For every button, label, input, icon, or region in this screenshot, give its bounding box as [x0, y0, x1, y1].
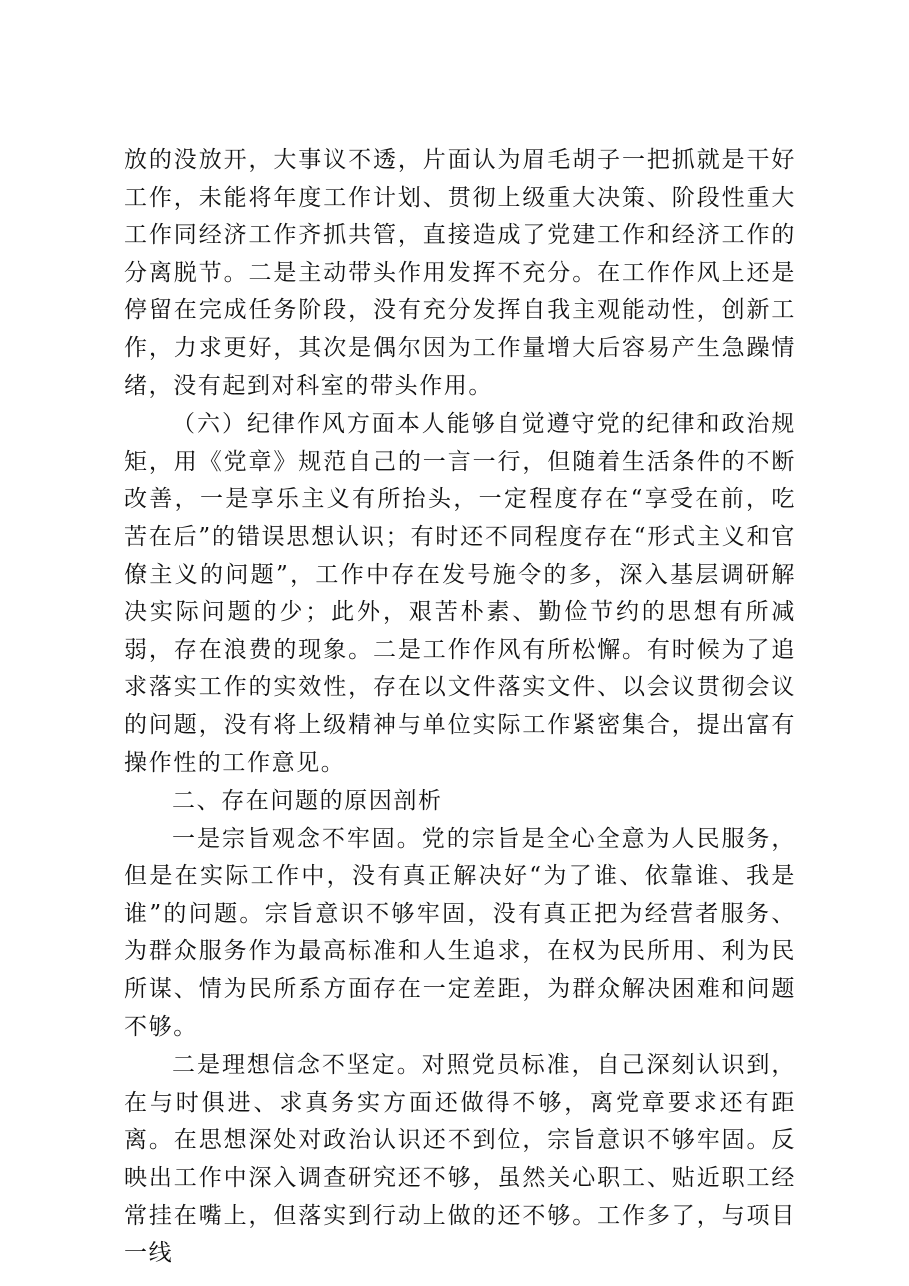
paragraph-continuation: 放的没放开，大事议不透，片面认为眉毛胡子一把抓就是干好工作，未能将年度工作计划、贯彻上级重大决策、阶段性重大工作同经济工作齐抓共管，直接造成了党建工作和经济工作的分离脱节。二是主动带头作用发挥不充分。在工作作风上还是停留在完成任务阶段，没有充分发挥自我主观能动性，创新工作，力求更好，其次是偶尔因为工作量增大后容易产生急躁情绪，没有起到对科室的带头作用。 — [124, 147, 796, 399]
section-heading-cause-analysis: 二、存在问题的原因剖析 — [172, 788, 443, 815]
paragraph-purpose-concept: 一是宗旨观念不牢固。党的宗旨是全心全意为人民服务，但是在实际工作中，没有真正解决好“为了谁、依靠谁、我是谁”的问题。宗旨意识不够牢固，没有真正把为经营者服务、为群众服务作为最高标准和人生追求，在权为民所用、利为民所谋、情为民所系方面存在一定差距，为群众解决困难和问题不够。 — [124, 825, 796, 1040]
document-body — [124, 142, 796, 1273]
paragraph-discipline-style: （六）纪律作风方面本人能够自觉遵守党的纪律和政治规矩，用《党章》规范自己的一言一行，但随着生活条件的不断改善，一是享乐主义有所抬头，一定程度存在“享受在前，吃苦在后”的错误思想认识；有时还不同程度存在“形式主义和官僚主义的问题”，工作中存在发号施令的多，深入基层调研解决实际问题的少；此外，艰苦朴素、勤俭节约的思想有所减弱，存在浪费的现象。二是工作作风有所松懈。有时候为了追求落实工作的实效性，存在以文件落实文件、以会议贯彻会议的问题，没有将上级精神与单位实际工作紧密集合，提出富有操作性的工作意见。 — [124, 411, 796, 776]
paragraph-ideals-belief: 二是理想信念不坚定。对照党员标准，自己深刻认识到，在与时俱进、求真务实方面还做得不够，离党章要求还有距离。在思想深处对政治认识还不到位，宗旨意识不够牢固。反映出工作中深入调查研究还不够，虽然关心职工、贴近职工经常挂在嘴上，但落实到行动上做的还不够。工作多了，与项目一线 — [124, 1052, 796, 1267]
